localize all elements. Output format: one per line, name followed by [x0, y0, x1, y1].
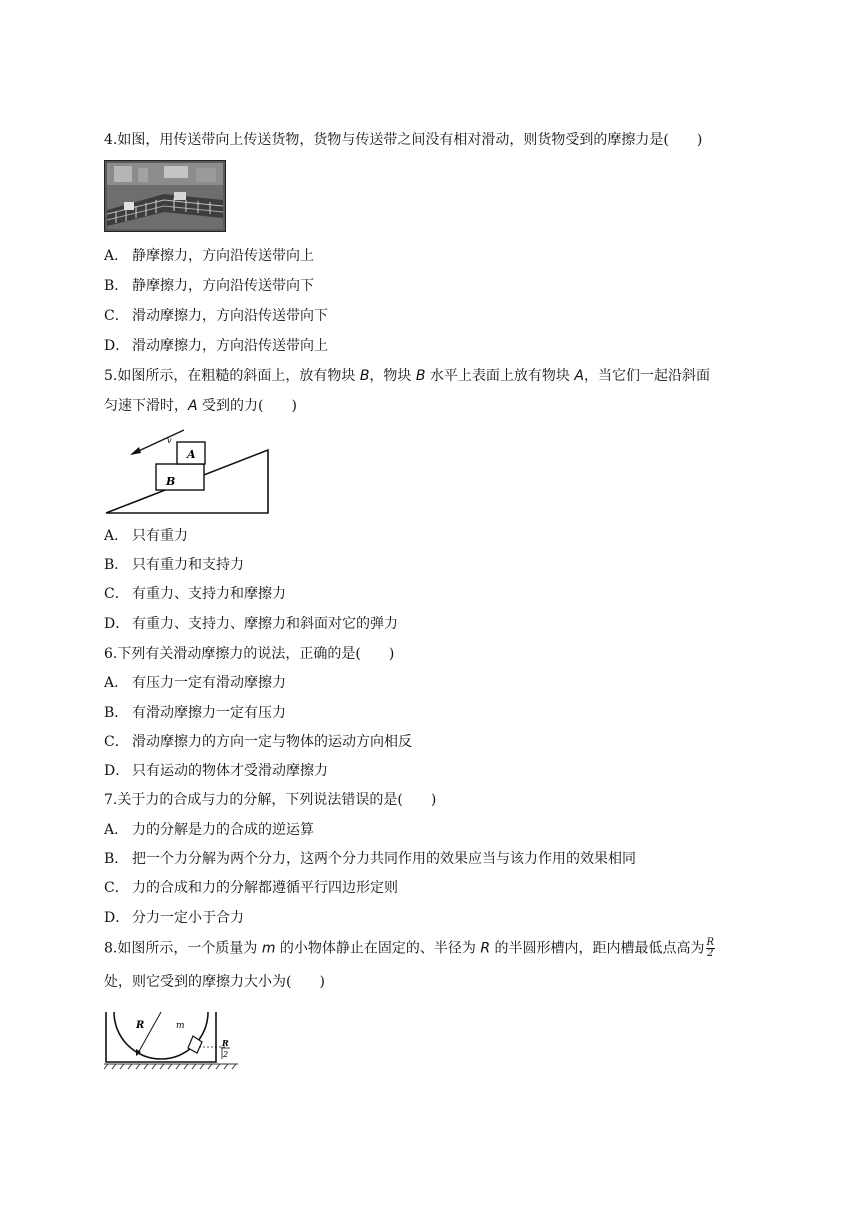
- q5-stem-line1: 5.如图所示，在粗糙的斜面上，放有物块 B，物块 B 水平上表面上放有物块 A，当它们一起沿斜面: [104, 368, 710, 384]
- var-a: A: [188, 398, 198, 414]
- height-den-label: 2: [223, 1050, 229, 1059]
- q7-option-a[interactable]: A． 力的分解是力的合成的逆运算: [104, 822, 314, 838]
- var-m: m: [261, 940, 276, 957]
- q5-option-c[interactable]: C． 有重力、支持力和摩擦力: [104, 586, 286, 602]
- block-a-label: A: [187, 448, 196, 461]
- q7-option-c[interactable]: C． 力的合成和力的分解都遵循平行四边形定则: [104, 880, 398, 896]
- q8-stem-line2: 处，则它受到的摩擦力大小为( ): [104, 974, 325, 990]
- velocity-label: v: [167, 436, 172, 445]
- q4-option-b[interactable]: B． 静摩擦力，方向沿传送带向下: [104, 278, 314, 294]
- q4-conveyor-photo: [104, 160, 226, 232]
- q5-option-a[interactable]: A． 只有重力: [104, 528, 188, 544]
- height-num-label: R: [222, 1038, 229, 1048]
- q5-option-b[interactable]: B． 只有重力和支持力: [104, 557, 244, 573]
- q5-option-d[interactable]: D． 有重力、支持力、摩擦力和斜面对它的弹力: [104, 616, 398, 632]
- var-b: B: [359, 368, 370, 384]
- q4-stem: 4.如图，用传送带向上传送货物，货物与传送带之间没有相对滑动，则货物受到的摩擦力是( ): [104, 132, 703, 148]
- mass-label: m: [176, 1021, 185, 1031]
- var-r: R: [480, 940, 491, 957]
- q8-semicircle-diagram: [104, 1008, 238, 1070]
- q6-option-c[interactable]: C． 滑动摩擦力的方向一定与物体的运动方向相反: [104, 734, 412, 750]
- q5-stem-line2: 匀速下滑时，A 受到的力( ): [104, 398, 297, 414]
- q6-option-b[interactable]: B． 有滑动摩擦力一定有压力: [104, 705, 286, 721]
- var-b: B: [415, 368, 426, 384]
- q7-option-b[interactable]: B． 把一个力分解为两个分力，这两个分力共同作用的效果应当与该力作用的效果相同: [104, 851, 636, 867]
- q4-option-d[interactable]: D． 滑动摩擦力，方向沿传送带向上: [104, 338, 328, 354]
- fraction-r-over-2: $\frac{R}{2}$: [706, 937, 715, 959]
- q6-option-d[interactable]: D． 只有运动的物体才受滑动摩擦力: [104, 763, 328, 779]
- q7-stem: 7.关于力的合成与力的分解，下列说法错误的是( ): [104, 792, 437, 808]
- q6-stem: 6.下列有关滑动摩擦力的说法，正确的是( ): [104, 646, 395, 662]
- block-b-label: B: [166, 475, 176, 488]
- q8-stem-line1: 8.如图所示，一个质量为 m 的小物体静止在固定的、半径为 R 的半圆形槽内，距内槽最低点高为 $\frac{R}{2}$: [104, 937, 715, 959]
- q5-incline-diagram: [104, 424, 270, 516]
- q4-option-c[interactable]: C． 滑动摩擦力，方向沿传送带向下: [104, 308, 328, 324]
- q4-option-a[interactable]: A． 静摩擦力，方向沿传送带向上: [104, 248, 314, 264]
- q6-option-a[interactable]: A． 有压力一定有滑动摩擦力: [104, 675, 286, 691]
- q7-option-d[interactable]: D． 分力一定小于合力: [104, 910, 244, 926]
- var-a: A: [574, 368, 584, 384]
- radius-label: R: [136, 1020, 145, 1031]
